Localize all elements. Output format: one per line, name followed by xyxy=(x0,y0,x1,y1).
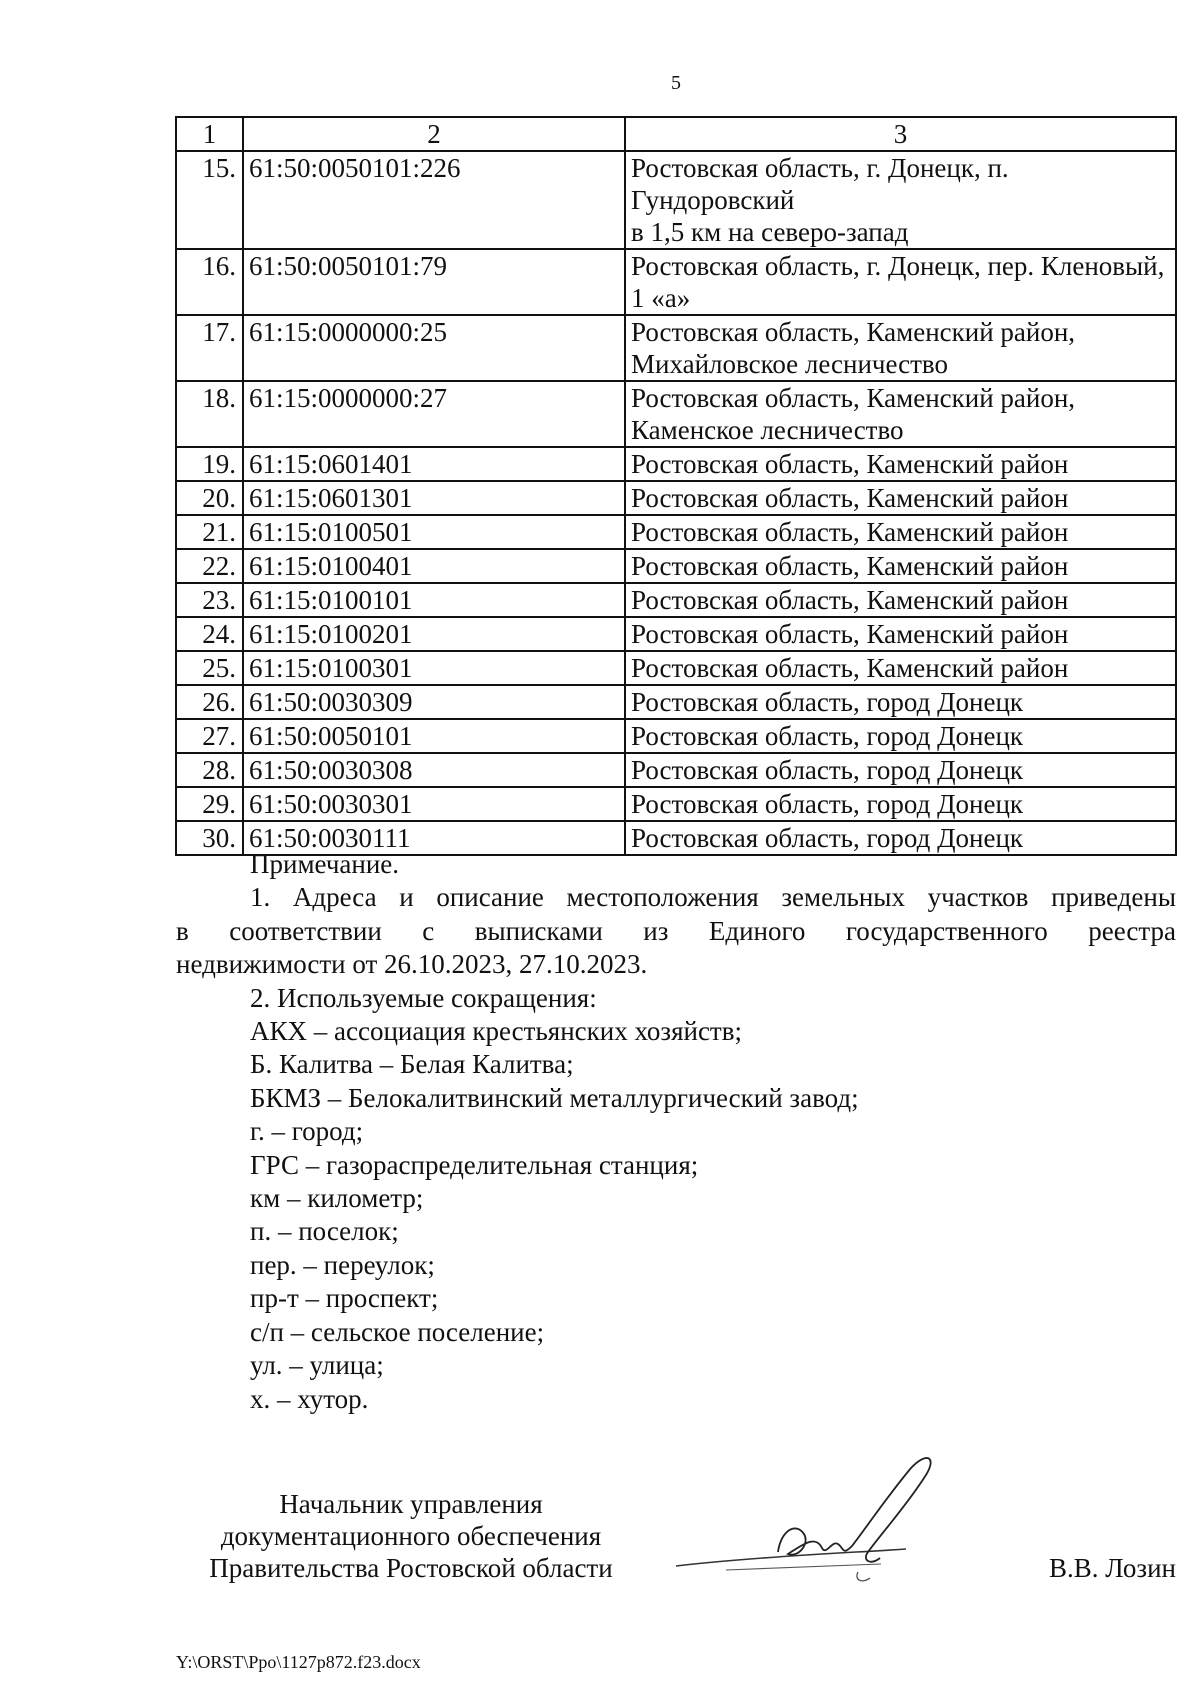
signatory-title xyxy=(176,1488,646,1584)
address-line: Ростовская область, Каменский район xyxy=(631,517,1069,547)
cadastral-number-cell: 61:50:0050101:226 xyxy=(243,151,625,249)
abbreviation-item: п. – поселок; xyxy=(250,1216,399,1247)
row-number-cell: 28. xyxy=(176,753,243,787)
cadastral-number-cell: 61:15:0601401 xyxy=(243,447,625,481)
address-cell xyxy=(625,617,1176,651)
cadastral-number-cell: 61:50:0050101 xyxy=(243,719,625,753)
row-number-cell: 23. xyxy=(176,583,243,617)
cadastral-number-cell: 61:15:0100101 xyxy=(243,583,625,617)
row-number-cell: 18. xyxy=(176,381,243,447)
address-cell xyxy=(625,481,1176,515)
address-line: Ростовская область, город Донецк xyxy=(631,789,1024,819)
address-cell xyxy=(625,651,1176,685)
address-line: Ростовская область, город Донецк xyxy=(631,687,1024,717)
cadastral-number-cell: 61:15:0000000:25 xyxy=(243,315,625,381)
abbreviation-item: ГРС – газораспределительная станция; xyxy=(250,1149,699,1180)
cadastral-number-cell: 61:15:0100501 xyxy=(243,515,625,549)
abbreviation-item: г. – город; xyxy=(250,1116,364,1147)
signatory-title-line: документационного обеспечения xyxy=(220,1521,602,1551)
address-line: Ростовская область, г. Донецк, п. Гундоровский xyxy=(631,153,1009,215)
cadastral-number-cell: 61:15:0100201 xyxy=(243,617,625,651)
address-line: 1 «а» xyxy=(631,283,691,313)
header-col-1: 1 xyxy=(176,117,243,151)
table-row xyxy=(176,685,1176,719)
row-number-cell: 27. xyxy=(176,719,243,753)
table-row xyxy=(176,249,1176,315)
address-cell xyxy=(625,685,1176,719)
abbreviation-item: ул. – улица; xyxy=(250,1350,384,1381)
cadastral-number-cell: 61:50:0050101:79 xyxy=(243,249,625,315)
cadastral-number-cell: 61:15:0100301 xyxy=(243,651,625,685)
file-path: Y:\ORST\Ppo\1127p872.f23.docx xyxy=(176,1652,421,1672)
signatory-title-line: Правительства Ростовской области xyxy=(209,1553,613,1583)
table-header-row xyxy=(176,117,1176,151)
address-line: Ростовская область, Каменский район xyxy=(631,619,1069,649)
address-cell xyxy=(625,151,1176,249)
abbreviations-list xyxy=(176,1015,1176,1416)
notes-heading: Примечание. xyxy=(250,849,400,879)
page-number: 5 xyxy=(671,72,681,94)
address-line: Ростовская область, город Донецк xyxy=(631,755,1024,785)
address-line: Ростовская область, Каменский район xyxy=(631,449,1069,479)
abbreviation-item: Б. Калитва – Белая Калитва; xyxy=(250,1049,574,1080)
address-line: Ростовская область, город Донецк xyxy=(631,823,1024,853)
table-row xyxy=(176,381,1176,447)
address-line: Ростовская область, Каменский район, xyxy=(631,317,1076,347)
handwritten-signature-icon xyxy=(666,1448,966,1598)
row-number-cell: 29. xyxy=(176,787,243,821)
table-row xyxy=(176,719,1176,753)
abbreviation-item: км – километр; xyxy=(250,1183,424,1214)
row-number-cell: 20. xyxy=(176,481,243,515)
row-number-cell: 25. xyxy=(176,651,243,685)
table-row xyxy=(176,583,1176,617)
table-row xyxy=(176,617,1176,651)
abbreviation-item: х. – хутор. xyxy=(250,1383,369,1414)
row-number-cell: 22. xyxy=(176,549,243,583)
address-cell xyxy=(625,381,1176,447)
table-row xyxy=(176,151,1176,249)
address-line: Ростовская область, Каменский район, xyxy=(631,383,1076,413)
cadastral-number-cell: 61:50:0030111 xyxy=(243,821,625,855)
table-row xyxy=(176,787,1176,821)
cadastral-number-cell: 61:15:0100401 xyxy=(243,549,625,583)
cadastral-number-cell: 61:15:0601301 xyxy=(243,481,625,515)
address-cell xyxy=(625,447,1176,481)
table-row xyxy=(176,549,1176,583)
row-number-cell: 19. xyxy=(176,447,243,481)
address-cell xyxy=(625,719,1176,753)
address-line: Ростовская область, Каменский район xyxy=(631,551,1069,581)
cadastral-number-cell: 61:50:0030308 xyxy=(243,753,625,787)
table-row xyxy=(176,515,1176,549)
header-col-3: 3 xyxy=(625,117,1176,151)
note-1-line-3: недвижимости от 26.10.2023, 27.10.2023. xyxy=(176,949,648,980)
note-1-line-1: 1. Адреса и описание местоположения земельных участков приведены xyxy=(250,882,1176,913)
address-cell xyxy=(625,583,1176,617)
address-line: в 1,5 км на северо-запад xyxy=(631,217,909,247)
address-line: Ростовская область, Каменский район xyxy=(631,483,1069,513)
address-cell xyxy=(625,515,1176,549)
address-cell xyxy=(625,315,1176,381)
abbreviation-item: пр-т – проспект; xyxy=(250,1283,439,1314)
table-row xyxy=(176,651,1176,685)
address-cell xyxy=(625,549,1176,583)
address-cell xyxy=(625,249,1176,315)
row-number-cell: 26. xyxy=(176,685,243,719)
address-line: Каменское лесничество xyxy=(631,415,904,445)
abbreviation-item: БКМЗ – Белокалитвинский металлургический завод; xyxy=(250,1082,859,1113)
cadastral-number-cell: 61:15:0000000:27 xyxy=(243,381,625,447)
abbreviation-item: пер. – переулок; xyxy=(250,1249,435,1280)
address-line: Ростовская область, г. Донецк, пер. Кленовый, xyxy=(631,251,1165,281)
signatory-name: В.В. Лозин xyxy=(1049,1553,1176,1583)
row-number-cell: 15. xyxy=(176,151,243,249)
cadastral-number-cell: 61:50:0030309 xyxy=(243,685,625,719)
notes-section xyxy=(176,848,1176,1416)
address-cell xyxy=(625,753,1176,787)
cadastral-number-cell: 61:50:0030301 xyxy=(243,787,625,821)
address-cell xyxy=(625,787,1176,821)
abbreviation-item: с/п – сельское поселение; xyxy=(250,1316,545,1347)
table-row xyxy=(176,315,1176,381)
table-row xyxy=(176,447,1176,481)
row-number-cell: 30. xyxy=(176,821,243,855)
header-col-2: 2 xyxy=(243,117,625,151)
row-number-cell: 24. xyxy=(176,617,243,651)
table-row xyxy=(176,481,1176,515)
address-line: Ростовская область, Каменский район xyxy=(631,653,1069,683)
address-line: Ростовская область, город Донецк xyxy=(631,721,1024,751)
address-line: Михайловское лесничество xyxy=(631,349,948,379)
abbreviation-item: АКХ – ассоциация крестьянских хозяйств; xyxy=(250,1016,742,1047)
note-1-line-2: в соответствии с выписками из Единого государственного реестра xyxy=(176,915,1176,946)
table-body xyxy=(176,151,1176,855)
signatory-title-line: Начальник управления xyxy=(279,1489,543,1519)
land-plots-table xyxy=(175,116,1177,856)
row-number-cell: 17. xyxy=(176,315,243,381)
row-number-cell: 16. xyxy=(176,249,243,315)
note-2: 2. Используемые сокращения: xyxy=(250,982,597,1013)
address-line: Ростовская область, Каменский район xyxy=(631,585,1069,615)
row-number-cell: 21. xyxy=(176,515,243,549)
table-row xyxy=(176,753,1176,787)
